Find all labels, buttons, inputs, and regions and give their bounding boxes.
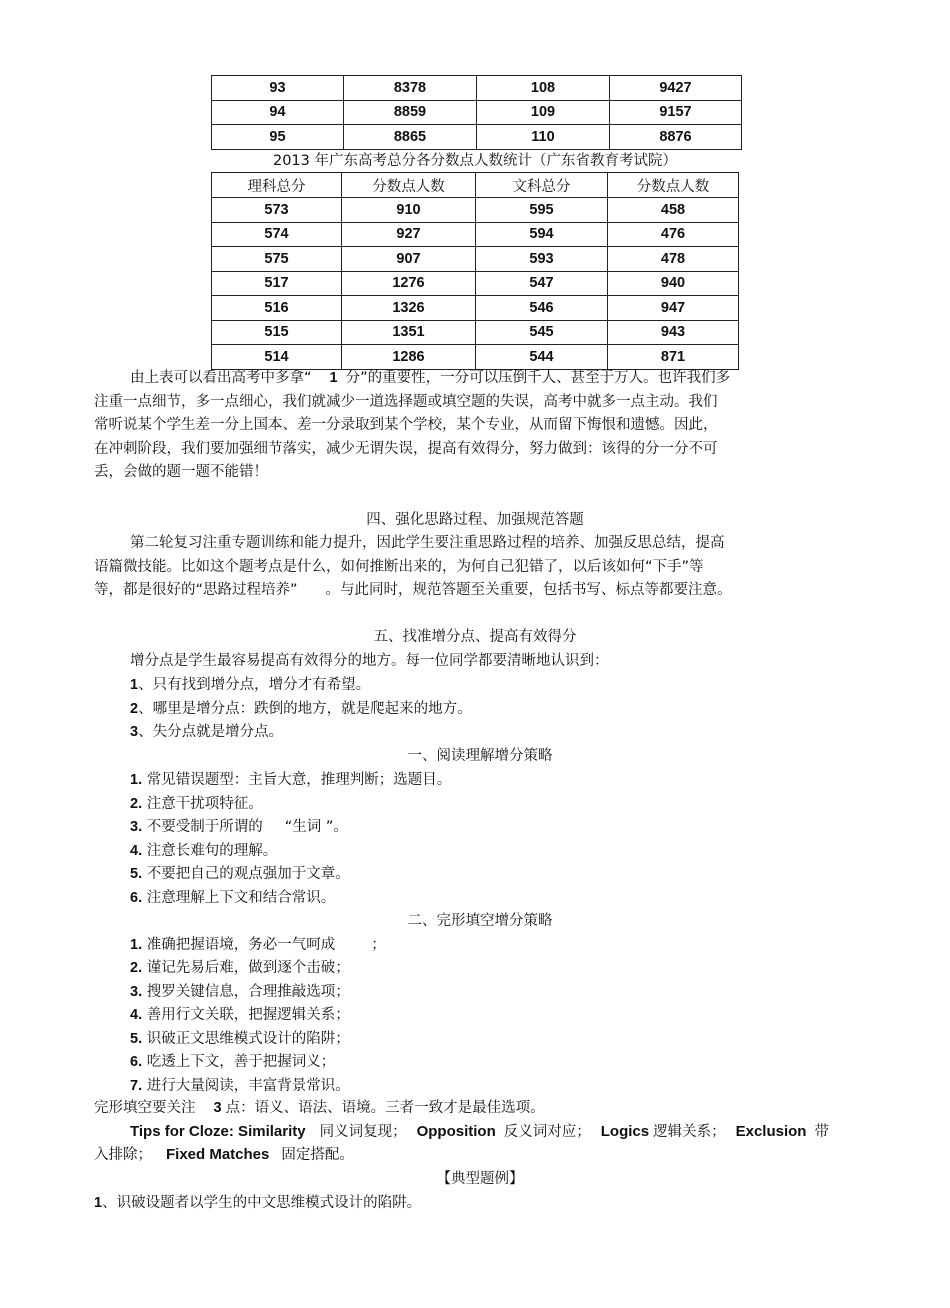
table-cell: 517	[212, 271, 342, 296]
example-heading: 【典型题例】	[436, 1171, 524, 1187]
section-heading: 四、强化思路过程、加强规范答题	[366, 512, 584, 528]
table-cell: 575	[212, 247, 342, 272]
table-row	[212, 296, 739, 321]
table-cell: 573	[212, 198, 342, 223]
table-cell: 545	[476, 320, 608, 345]
tips-line: Tips for Cloze: Similarity 同义词复现； Opposition 反义词对应； Logics 逻辑关系； Exclusion 带	[130, 1123, 829, 1140]
table-row	[212, 198, 739, 223]
table-cell: 93	[212, 76, 344, 101]
list-item: 4. 注意长难句的理解。	[130, 843, 278, 859]
list-item: 2. 注意干扰项特征。	[130, 796, 263, 812]
table-caption: 2013 年广东高考总分各分数点人数统计（广东省教育考试院）	[272, 153, 677, 169]
list-item: 5. 识破正文思维模式设计的陷阱；	[130, 1031, 350, 1047]
subsection-heading: 二、完形填空增分策略	[407, 913, 553, 929]
table-row	[212, 100, 742, 125]
header-arts-score: 文科总分	[476, 173, 608, 198]
table-cell: 476	[608, 222, 739, 247]
table-cell: 9427	[610, 76, 742, 101]
paragraph-line: 等，都是很好的“思路过程培养” 。与此同时，规范答题至关重要，包括书写、标点等都要注意。	[94, 582, 732, 598]
table-row	[212, 247, 739, 272]
table-cell: 8865	[344, 125, 477, 150]
table-row	[212, 345, 739, 370]
header-arts-count: 分数点人数	[608, 173, 739, 198]
list-item: 6. 注意理解上下文和结合常识。	[130, 890, 336, 906]
table-cell: 947	[608, 296, 739, 321]
list-item: 2、哪里是增分点：跌倒的地方，就是爬起来的地方。	[130, 701, 472, 717]
paragraph-line: 完形填空要关注 3 点：语义、语法、语境。三者一致才是最佳选项。	[94, 1100, 545, 1116]
table-cell: 546	[476, 296, 608, 321]
paragraph-line: 增分点是学生最容易提高有效得分的地方。每一位同学都要清晰地认识到：	[130, 653, 609, 669]
list-item: 5. 不要把自己的观点强加于文章。	[130, 866, 350, 882]
table-cell: 110	[477, 125, 610, 150]
list-item: 7. 进行大量阅读，丰富背景常识。	[130, 1078, 350, 1094]
table-cell: 8859	[344, 100, 477, 125]
table-cell: 940	[608, 271, 739, 296]
table-cell: 8876	[610, 125, 742, 150]
table-cell: 515	[212, 320, 342, 345]
paragraph-line: 常听说某个学生差一分上国本、差一分录取到某个学校，某个专业，从而留下悔恨和遗憾。因此，	[94, 417, 718, 433]
table-cell: 574	[212, 222, 342, 247]
paragraph-line: 丢，会做的题一题不能错！	[94, 464, 268, 480]
table-cell: 547	[476, 271, 608, 296]
table-cell: 1326	[342, 296, 476, 321]
table-row	[212, 320, 739, 345]
list-item: 4. 善用行文关联，把握逻辑关系；	[130, 1007, 350, 1023]
table-cell: 594	[476, 222, 608, 247]
table-cell: 907	[342, 247, 476, 272]
table-row	[212, 76, 742, 101]
table-cell: 514	[212, 345, 342, 370]
list-item: 6. 吃透上下文，善于把握词义；	[130, 1054, 336, 1070]
list-item: 3、失分点就是增分点。	[130, 724, 284, 740]
table-cell: 109	[477, 100, 610, 125]
table-cell: 95	[212, 125, 344, 150]
paragraph-line: 第二轮复习注重专题训练和能力提升，因此学生要注重思路过程的培养、加强反思总结，提高	[130, 535, 725, 551]
table-cell: 108	[477, 76, 610, 101]
table-cell: 478	[608, 247, 739, 272]
table-row	[212, 125, 742, 150]
table-row	[212, 271, 739, 296]
tips-line: 入排除； Fixed Matches 固定搭配。	[94, 1146, 354, 1163]
list-item: 2. 谨记先易后难，做到逐个击破；	[130, 960, 350, 976]
table-cell: 593	[476, 247, 608, 272]
table-cell: 516	[212, 296, 342, 321]
list-item: 1、只有找到增分点，增分才有希望。	[130, 677, 371, 693]
score-table-continued	[211, 75, 742, 150]
header-science-count: 分数点人数	[342, 173, 476, 198]
table-cell: 943	[608, 320, 739, 345]
score-distribution-table	[211, 172, 739, 370]
table-cell: 595	[476, 198, 608, 223]
table-cell: 1286	[342, 345, 476, 370]
list-item: 3. 不要受制于所谓的 “生词 ”。	[130, 819, 348, 835]
header-science-score: 理科总分	[212, 173, 342, 198]
table-cell: 910	[342, 198, 476, 223]
table-cell: 458	[608, 198, 739, 223]
paragraph-line: 注重一点细节，多一点细心，我们就减少一道选择题或填空题的失误，高考中就多一点主动。我们	[94, 394, 718, 410]
table-cell: 9157	[610, 100, 742, 125]
table-cell: 544	[476, 345, 608, 370]
table-cell: 1351	[342, 320, 476, 345]
table-cell: 1276	[342, 271, 476, 296]
list-item: 1. 准确把握语境，务必一气呵成 ；	[130, 937, 386, 953]
example-item: 1、识破设题者以学生的中文思维模式设计的陷阱。	[94, 1195, 422, 1211]
subsection-heading: 一、阅读理解增分策略	[407, 748, 553, 764]
list-item: 1. 常见错误题型：主旨大意，推理判断；选题目。	[130, 772, 452, 788]
table-row	[212, 222, 739, 247]
table-cell: 871	[608, 345, 739, 370]
list-item: 3. 搜罗关键信息，合理推敲选项；	[130, 984, 350, 1000]
paragraph-line: 由上表可以看出高考中多拿“ 1 分”的重要性，一分可以压倒千人、甚至于万人。也许我们多	[130, 370, 731, 386]
section-heading: 五、找准增分点、提高有效得分	[373, 629, 577, 645]
paragraph-line: 在冲刺阶段，我们要加强细节落实，减少无谓失误，提高有效得分，努力做到：该得的分一分不可	[94, 441, 718, 457]
table-cell: 8378	[344, 76, 477, 101]
paragraph-line: 语篇微技能。比如这个题考点是什么，如何推断出来的，为何自己犯错了，以后该如何“下手”等	[94, 559, 704, 575]
table-cell: 927	[342, 222, 476, 247]
table-cell: 94	[212, 100, 344, 125]
